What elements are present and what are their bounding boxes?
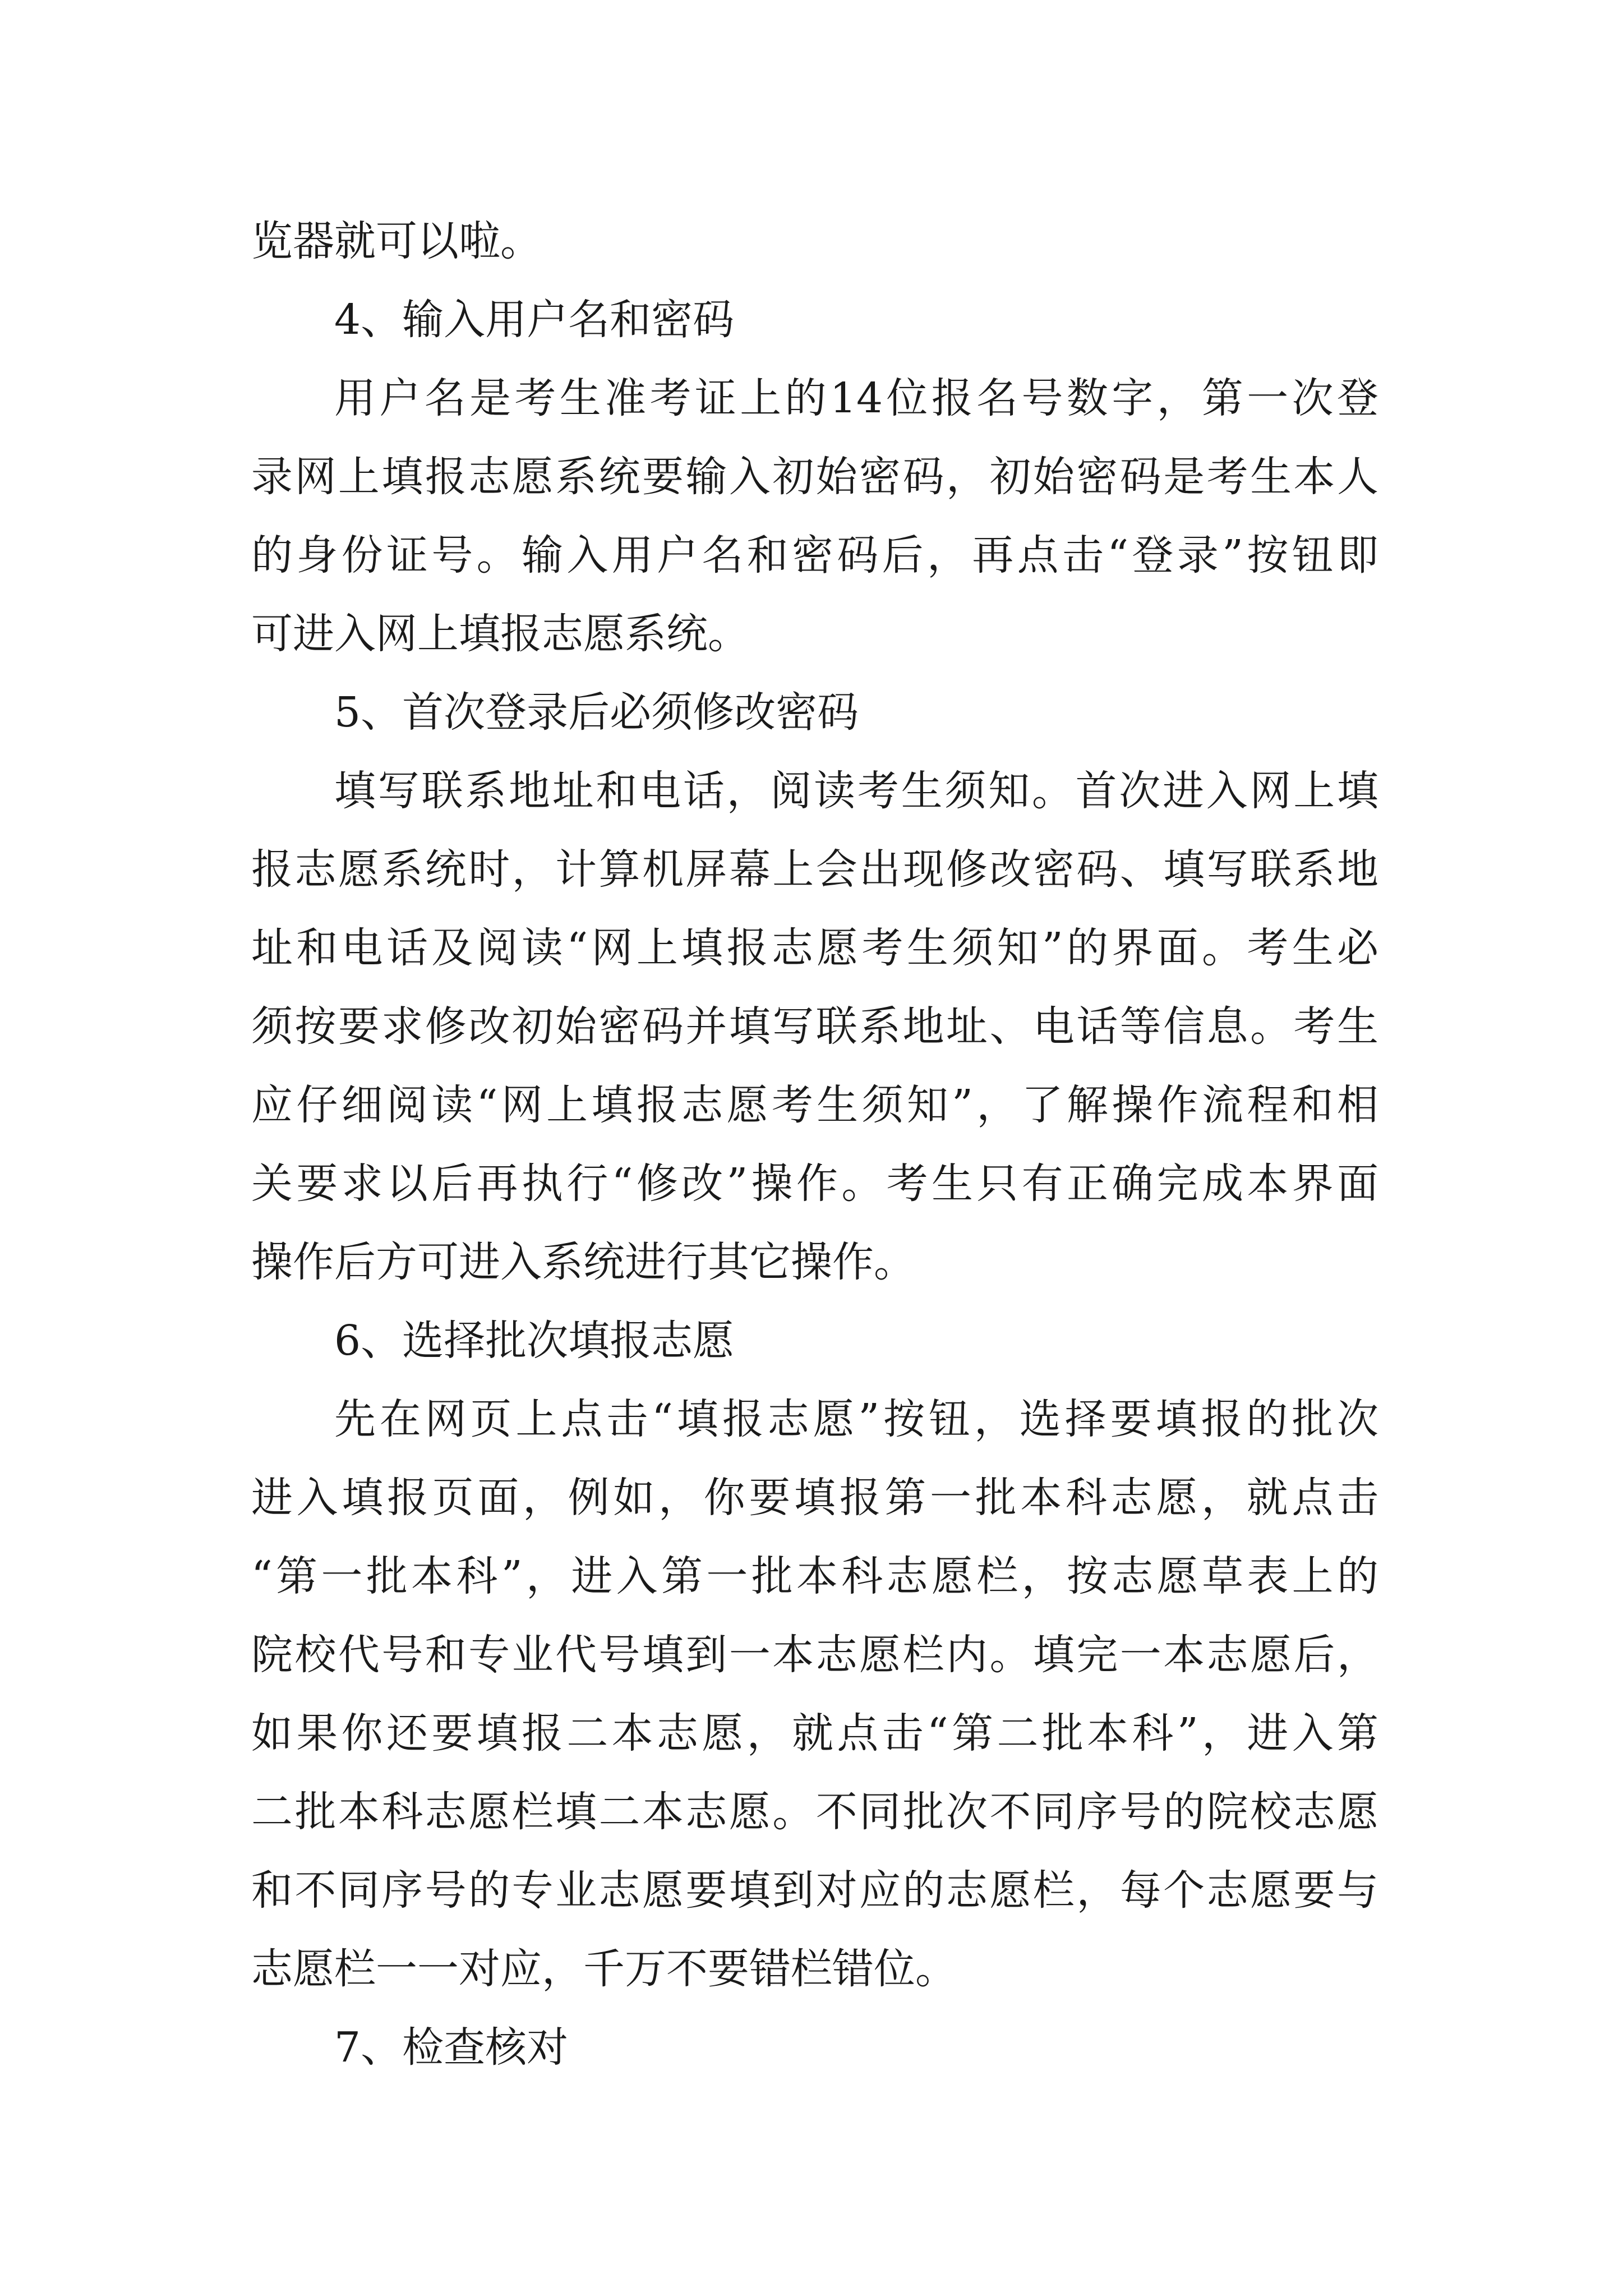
paragraph-line: 应仔细阅读“网上填报志愿考生须知”，了解操作流程和相 (251, 1081, 1378, 1129)
paragraph-line: 进入填报页面，例如，你要填报第一批本科志愿，就点击 (251, 1474, 1378, 1522)
paragraph-line: 和不同序号的专业志愿要填到对应的志愿栏，每个志愿要与 (251, 1866, 1378, 1915)
paragraph-line: 院校代号和专业代号填到一本志愿栏内。填完一本志愿后， (251, 1631, 1378, 1679)
section-heading-6: 6、选择批次填报志愿 (334, 1317, 735, 1365)
section-heading-7: 7、检查核对 (334, 2023, 569, 2072)
paragraph-line: “第一批本科”，进入第一批本科志愿栏，按志愿草表上的 (251, 1552, 1378, 1600)
paragraph-line: 可进入网上填报志愿系统。 (251, 610, 749, 658)
paragraph-line: 志愿栏一一对应，千万不要错栏错位。 (251, 1945, 957, 1993)
paragraph-line: 关要求以后再执行“修改”操作。考生只有正确完成本界面 (251, 1159, 1378, 1208)
paragraph-line: 先在网页上点击“填报志愿”按钮，选择要填报的批次 (334, 1395, 1378, 1443)
paragraph-line: 址和电话及阅读“网上填报志愿考生须知”的界面。考生必 (251, 924, 1378, 972)
paragraph-line: 二批本科志愿栏填二本志愿。不同批次不同序号的院校志愿 (251, 1788, 1378, 1836)
paragraph-line: 览器就可以啦。 (251, 217, 542, 265)
paragraph-line: 操作后方可进入系统进行其它操作。 (251, 1238, 915, 1286)
paragraph-line: 用户名是考生准考证上的14位报名号数字，第一次登 (334, 374, 1378, 422)
section-heading-5: 5、首次登录后必须修改密码 (334, 688, 859, 737)
paragraph-line: 如果你还要填报二本志愿，就点击“第二批本科”，进入第 (251, 1709, 1378, 1757)
paragraph-line: 填写联系地址和电话，阅读考生须知。首次进入网上填 (334, 767, 1378, 815)
section-heading-4: 4、输入用户名和密码 (334, 296, 735, 344)
paragraph-line: 报志愿系统时，计算机屏幕上会出现修改密码、填写联系地 (251, 845, 1378, 894)
document-body (251, 202, 1378, 2087)
paragraph-line: 须按要求修改初始密码并填写联系地址、电话等信息。考生 (251, 1002, 1378, 1051)
paragraph-line: 录网上填报志愿系统要输入初始密码，初始密码是考生本人 (251, 453, 1378, 501)
paragraph-line: 的身份证号。输入用户名和密码后，再点击“登录”按钮即 (251, 531, 1378, 579)
